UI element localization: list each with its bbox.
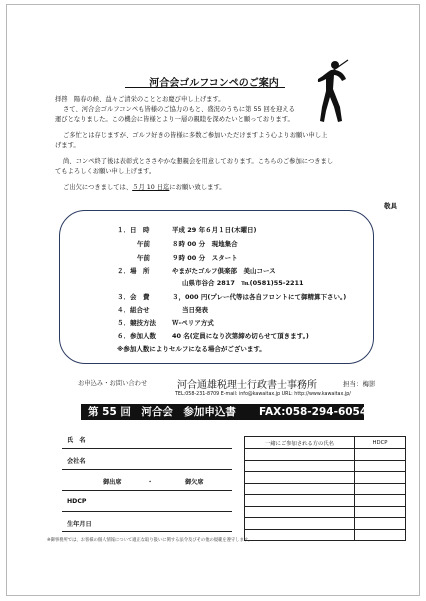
place-address: 山県市谷合 2817 ℡(0581)55-2211 — [182, 279, 304, 287]
hdcp-field-line[interactable] — [62, 511, 232, 512]
attend-option[interactable]: 御出席 — [103, 479, 122, 486]
name-field-label: 氏 名 — [67, 437, 86, 444]
attendance-field-line — [62, 490, 232, 491]
table-row — [245, 506, 406, 518]
fee-label: ３．会 費 — [117, 293, 150, 301]
companion-name-cell[interactable] — [245, 483, 355, 495]
date-value: 平成 29 年６月１日(木曜日) — [172, 226, 257, 234]
name-field-line[interactable] — [62, 448, 232, 449]
closing-text: 敬具 — [384, 202, 397, 210]
start-label: 午前 — [137, 254, 150, 262]
gather-value: ８時 00 分 現地集合 — [172, 240, 238, 248]
place-value: やまがたゴルフ倶楽部 美山コース — [172, 267, 276, 275]
capacity-label: ６．参加人数 — [117, 332, 156, 340]
self-play-note: ※参加人数によりセルフになる場合がございます。 — [117, 345, 266, 353]
companion-hdcp-cell[interactable] — [355, 472, 406, 484]
fee-value: ３，000 円(プレー代等は各自フロントにて御精算下さい。) — [172, 293, 347, 301]
companion-hdcp-cell[interactable] — [355, 529, 406, 541]
deadline-line — [63, 184, 226, 192]
absent-option[interactable]: 御欠席 — [185, 479, 204, 486]
intro-line-7: てもよろしくお願い申し上げます。 — [55, 168, 156, 175]
company-field-label: 会社名 — [67, 458, 86, 465]
format-label: ５．競技方法 — [117, 319, 156, 327]
date-label: １．日 時 — [117, 226, 150, 234]
companion-name-cell[interactable] — [245, 472, 355, 484]
golfer-silhouette-icon — [308, 55, 352, 125]
place-label: ２．場 所 — [117, 267, 150, 275]
companion-hdcp-cell[interactable] — [355, 518, 406, 530]
contact-info-line: TEL:058-231-8709 E-mail: info@kawaitax.jp URL: http://www.kawaitax.jp/ — [175, 392, 351, 397]
intro-line-2: さて、河合会ゴルフコンペも皆様のご協力のもと、盛況のうちに第 55 回を迎える — [63, 106, 295, 113]
grouping-value: 当日発表 — [182, 306, 208, 314]
table-row — [245, 518, 406, 530]
intro-line-1: 拝啓 陽春の候、益々ご清栄のこととお慶び申し上げます。 — [55, 96, 225, 103]
attend-separator: ・ — [147, 479, 154, 486]
companion-name-cell[interactable] — [245, 460, 355, 472]
birthdate-field-line[interactable] — [62, 531, 232, 532]
banner-fax-number: FAX:058-294-6054 — [259, 406, 368, 418]
companion-hdcp-cell[interactable] — [355, 449, 406, 461]
table-row — [245, 449, 406, 461]
gather-label: 午前 — [137, 240, 150, 248]
format-value: Ｗ-ペリア方式 — [172, 319, 214, 327]
companion-name-cell[interactable] — [245, 518, 355, 530]
intro-line-5: げます。 — [55, 142, 80, 149]
table-row — [245, 472, 406, 484]
birthdate-field-label: 生年月日 — [67, 521, 92, 528]
grouping-label: ４．組合せ — [117, 306, 150, 314]
application-form-banner — [81, 404, 368, 420]
office-name: 河合通雄税理士行政書士事務所 — [177, 380, 317, 391]
intro-line-6: 尚、コンペ終了後は表彰式とささやかな懇親会を用意しております。こちらのご参加につきまし — [63, 158, 334, 165]
office-contact-person: 担当：梅影 — [343, 380, 376, 388]
companions-table — [244, 436, 406, 541]
companion-hdcp-cell[interactable] — [355, 495, 406, 507]
deadline-prefix: ご出欠につきましては、 — [63, 184, 133, 191]
companions-hdcp-header: HDCP — [355, 437, 406, 449]
company-field-line[interactable] — [62, 469, 232, 470]
start-value: ９時 00 分 スタート — [172, 254, 238, 262]
companion-name-cell[interactable] — [245, 506, 355, 518]
table-row — [245, 529, 406, 541]
companion-name-cell[interactable] — [245, 529, 355, 541]
capacity-value: 40 名(定員になり次第締め切らせて頂きます。) — [172, 332, 309, 340]
page-title: 河合会ゴルフコンペのご案内 — [149, 78, 279, 89]
banner-title: 第 55 回 河合会 参加申込書 — [88, 406, 236, 418]
table-row — [245, 460, 406, 472]
document-page — [6, 4, 420, 596]
intro-line-3: 運びとなりました。この機会に皆様とより一層の親睦を深めたいと願っております。 — [55, 116, 294, 123]
title-underline — [125, 87, 285, 88]
table-row — [245, 495, 406, 507]
hdcp-field-label: HDCP — [67, 498, 87, 505]
contact-label: お申込み・お問い合わせ — [78, 380, 148, 387]
companion-name-cell[interactable] — [245, 449, 355, 461]
deadline-suffix: にお願い致します。 — [169, 184, 226, 191]
deadline-date: ５月 10 日迄 — [132, 184, 170, 191]
companion-hdcp-cell[interactable] — [355, 483, 406, 495]
table-row — [245, 483, 406, 495]
companions-name-header: 一緒にご参加される方の氏名 — [245, 437, 355, 449]
companion-name-cell[interactable] — [245, 495, 355, 507]
privacy-footnote: ※御事務所では、お客様の個人情報について適正な取り扱いに関する法令及びその他の規範を遵守します。 — [47, 538, 253, 543]
companion-hdcp-cell[interactable] — [355, 460, 406, 472]
companion-hdcp-cell[interactable] — [355, 506, 406, 518]
intro-line-4: ご多忙とは存じますが、ゴルフ好きの皆様に多数ご参加いただけますよう心よりお願い申し上 — [63, 132, 328, 139]
